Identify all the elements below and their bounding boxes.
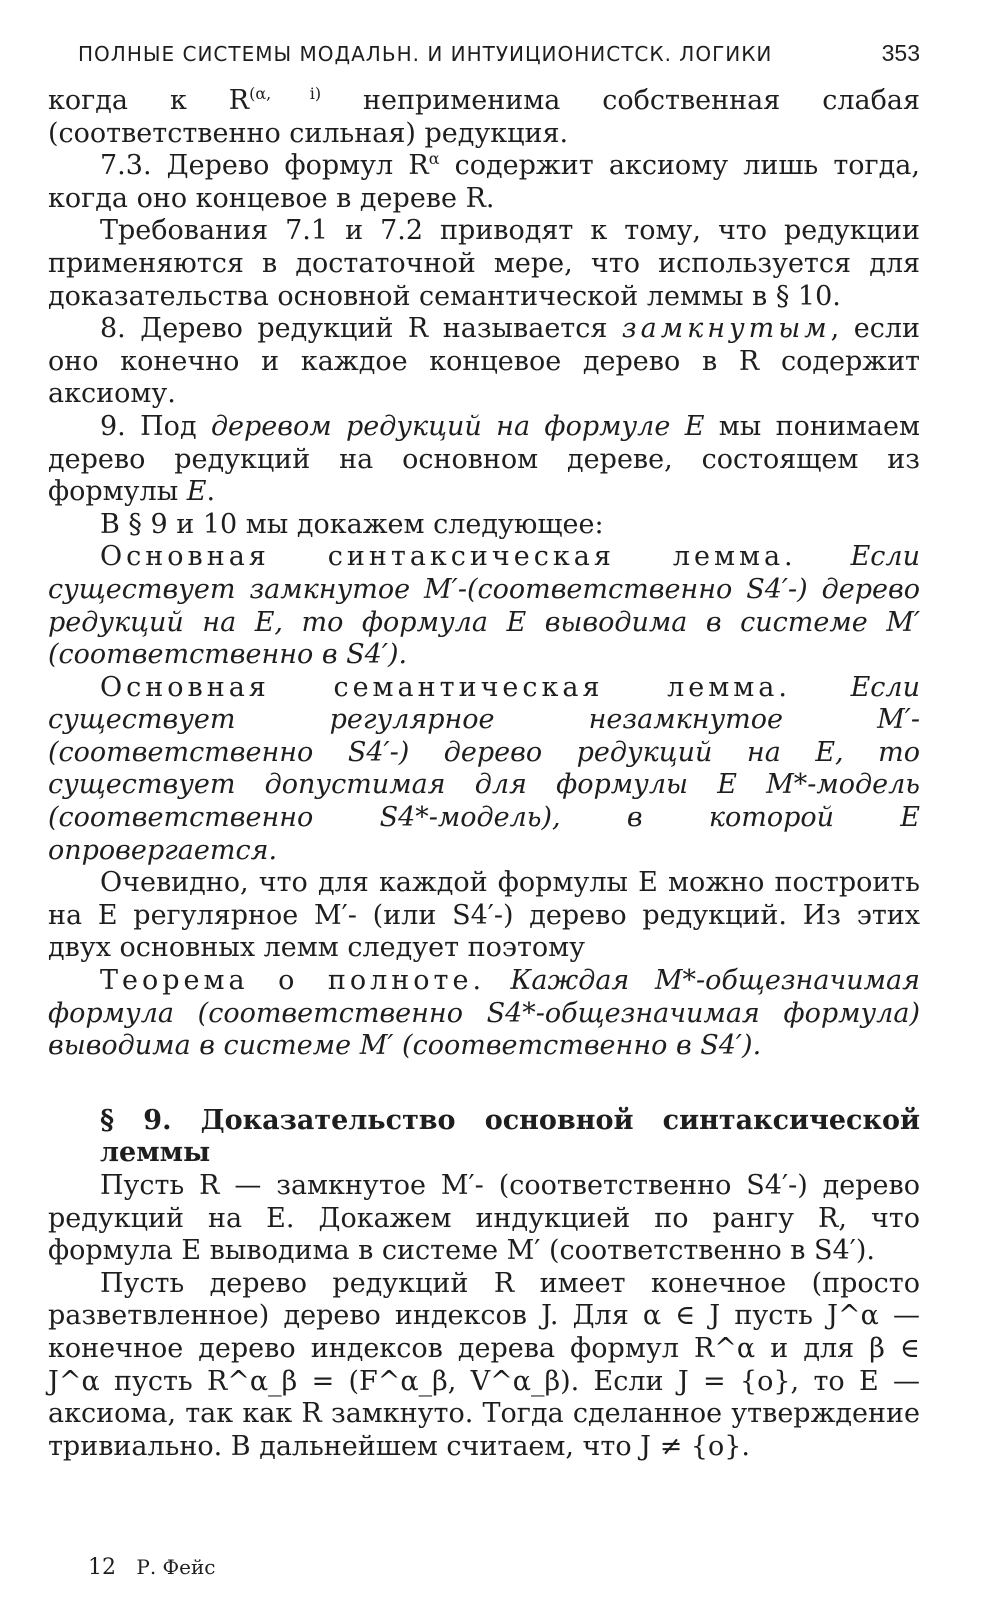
paragraph-continuation: когда к $R^{(\alpha, i)}$ неприменима собственная слабая (соответственно сильная) редукция. <box>48 84 920 149</box>
signature-number: 12 <box>88 1555 116 1580</box>
paragraph-proof-1: Пусть R — замкнутое M′- (соответственно S4′-) дерево редукций на E. Докажем индукцией по рангу R, что формула E выводима в системе M′ (соответственно в S4′). <box>48 1170 920 1267</box>
paragraph-8: 8. Дерево редукций R называется замкнутым, если оно конечно и каждое концевое дерево в R содержит аксиому. <box>48 313 920 410</box>
signature-footer <box>88 1555 216 1580</box>
section-heading: § 9. Доказательство основной синтаксической леммы <box>100 1104 920 1169</box>
running-title: ПОЛНЫЕ СИСТЕМЫ МОДАЛЬН. И ИНТУИЦИОНИСТСК. ЛОГИКИ <box>78 42 773 66</box>
paragraph-requirements: Требования 7.1 и 7.2 приводят к тому, что редукции применяются в достаточной мере, что используется для доказательства основной семантической леммы в § 10. <box>48 215 920 312</box>
signature-author: Р. Фейс <box>136 1555 216 1579</box>
semantic-lemma: Основная семантическая лемма. Если существует регулярное незамкнутое M′- (соответственно S4′-) дерево редукций на E, то существует допустимая для формулы E M*-модель (соответственно S4*-модель), в которой E опровергается. <box>48 671 920 866</box>
running-header <box>78 40 920 67</box>
paragraph-obvious: Очевидно, что для каждой формулы E можно построить на E регулярное M′- (или S4′-) дерево редукций. Из этих двух основных лемм следует поэтому <box>48 867 920 964</box>
completeness-theorem: Теорема о полноте. Каждая M*-общезначимая формула (соответственно S4*-общезначимая формула) выводима в системе M′ (соответственно в S4′). <box>48 965 920 1062</box>
paragraph-proof-2: Пусть дерево редукций R имеет конечное (просто разветвленное) дерево индексов J. Для α ∈ J пусть J^α — конечное дерево индексов дерева формул R^α и для β ∈ J^α пусть R^α_β = (F^α_β, V^α_β). Если J = {o}, то E — аксиома, так как R замкнуто. Тогда сделанное утверждение тривиально. В дальнейшем считаем, что J ≠ {o}. <box>48 1267 920 1462</box>
page <box>48 40 920 1463</box>
syntactic-lemma: Основная синтаксическая лемма. Если существует замкнутое M′-(соответственно S4′-) дерево редукций на E, то формула E выводима в системе M′ (соответственно в S4′). <box>48 541 920 671</box>
paragraph-intro-lemmas: В § 9 и 10 мы докажем следующее: <box>100 508 604 540</box>
paragraph-9: 9. Под деревом редукций на формуле E мы понимаем дерево редукций на основном дереве, состоящем из формулы E. <box>48 410 920 508</box>
page-number: 353 <box>881 40 920 66</box>
paragraph-7-3: 7.3. Дерево формул $R^\alpha$ содержит аксиому лишь тогда, когда оно концевое в дереве R. <box>48 149 920 214</box>
